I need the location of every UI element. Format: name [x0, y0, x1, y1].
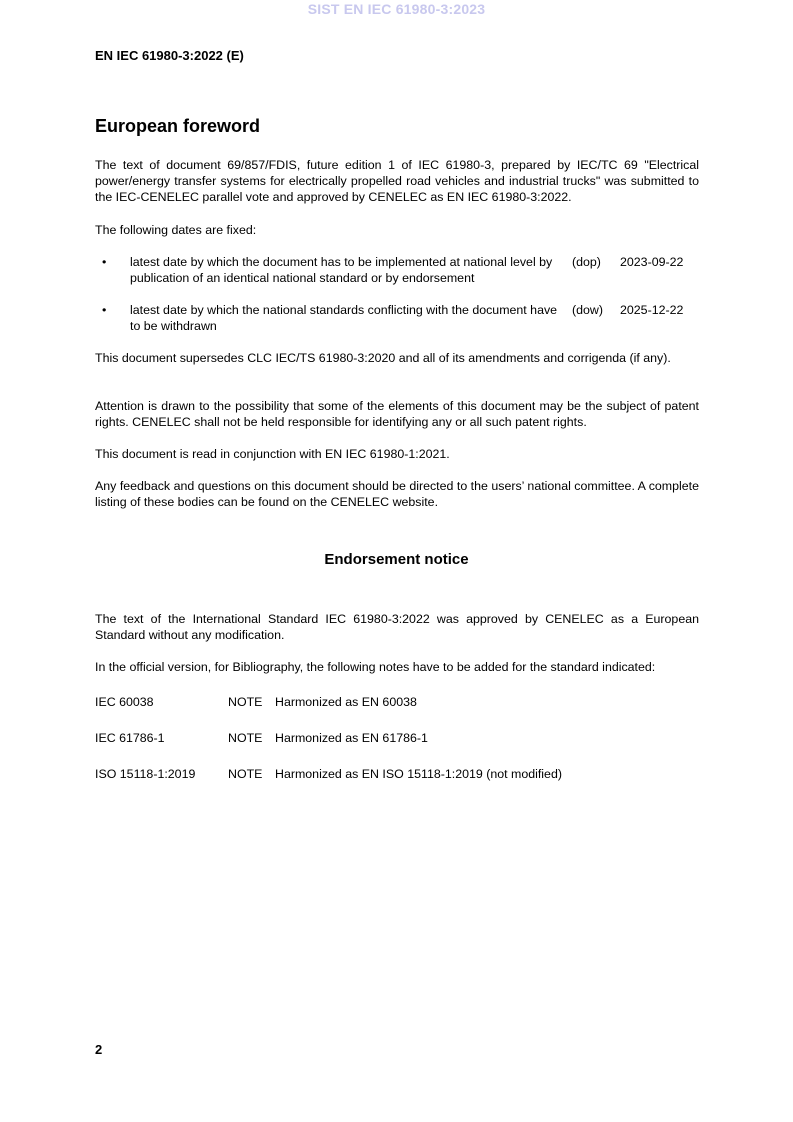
bullet-icon: •	[102, 255, 107, 269]
date-item-date: 2023-09-22	[620, 255, 684, 269]
supersedes-text: This document supersedes CLC IEC/TS 61980-3:2020 and all of its amendments and corrigenda (if any).	[95, 351, 671, 365]
conjunction	[95, 446, 699, 462]
note-label: NOTE	[228, 767, 263, 781]
date-item-date: 2025-12-22	[620, 303, 684, 317]
patent-notice-text: Attention is drawn to the possibility that some of the elements of this document may be the subject of patent rights. CENELEC shall not be held responsible for identifying any or all such patent rights.	[95, 399, 699, 429]
supersedes	[95, 350, 699, 366]
bullet-icon: •	[102, 303, 107, 317]
note-text: Harmonized as EN ISO 15118-1:2019 (not modified)	[275, 767, 562, 781]
note-label: NOTE	[228, 695, 263, 709]
date-item-text: latest date by which the national standards conflicting with the document have to be withdrawn	[130, 303, 558, 333]
bibliography-intro	[95, 659, 699, 675]
feedback-text: Any feedback and questions on this document should be directed to the users’ national committee. A complete listing of these bodies can be found on the CENELEC website.	[95, 479, 699, 509]
note-label: NOTE	[228, 731, 263, 745]
endorsement-text-body: The text of the International Standard IEC 61980-3:2022 was approved by CENELEC as a European Standard without any modification.	[95, 612, 699, 642]
date-item-code: (dop)	[572, 255, 601, 269]
date-item-code: (dow)	[572, 303, 603, 317]
bibliography-intro-text: In the official version, for Bibliography, the following notes have to be added for the standard indicated:	[95, 660, 656, 674]
patent-notice	[95, 398, 699, 430]
dates-intro	[95, 222, 699, 238]
note-ref: IEC 60038	[95, 695, 154, 709]
conjunction-text: This document is read in conjunction with EN IEC 61980-1:2021.	[95, 447, 450, 461]
foreword-intro-text: The text of document 69/857/FDIS, future edition 1 of IEC 61980-3, prepared by IEC/TC 69 "Electrical power/energy transfer systems for electrically propelled road vehicles and industrial trucks" was submitted to the IEC-CENELEC parallel vote and approved by CENELEC as EN IEC 61980-3:2022.	[95, 158, 699, 204]
note-ref: ISO 15118-1:2019	[95, 767, 196, 781]
endorsement-text	[95, 611, 699, 643]
dates-intro-text: The following dates are fixed:	[95, 223, 257, 237]
watermark: SIST EN IEC 61980-3:2023	[307, 1, 486, 17]
endorsement-title: Endorsement notice	[324, 551, 469, 568]
foreword-intro	[95, 157, 699, 205]
page-number: 2	[95, 1042, 103, 1057]
note-text: Harmonized as EN 61786-1	[275, 731, 428, 745]
document-id: EN IEC 61980-3:2022 (E)	[95, 48, 244, 63]
note-text: Harmonized as EN 60038	[275, 695, 417, 709]
foreword-title: European foreword	[95, 116, 261, 136]
note-ref: IEC 61786-1	[95, 731, 165, 745]
date-item-text: latest date by which the document has to be implemented at national level by publication of an identical national standard or by endorsement	[130, 255, 553, 285]
feedback	[95, 478, 699, 510]
